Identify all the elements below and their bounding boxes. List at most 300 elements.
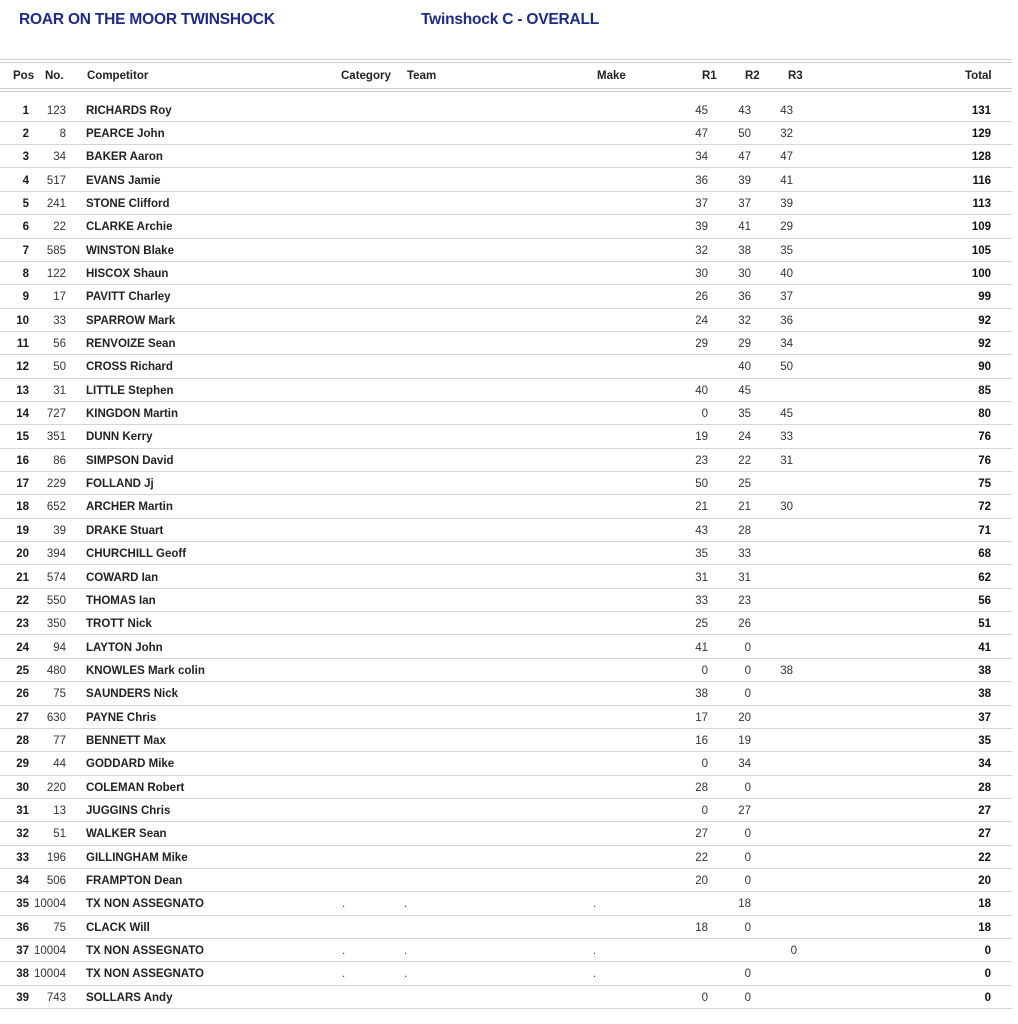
total-cell: 0: [984, 945, 991, 958]
total-cell: 99: [978, 291, 991, 304]
table-row: [0, 261, 1012, 285]
number-cell: 122: [46, 267, 66, 280]
r3-cell: 45: [780, 408, 793, 421]
competitor-cell: HISCOX Shaun: [86, 267, 169, 280]
position-cell: 31: [16, 805, 29, 817]
position-cell: 6: [22, 221, 29, 234]
competitor-cell: ARCHER Martin: [86, 501, 173, 514]
table-row: [0, 308, 1012, 332]
r3-cell: 30: [780, 501, 793, 514]
table-row: [0, 705, 1012, 729]
r1-cell: 33: [695, 594, 708, 607]
r2-cell: 26: [738, 618, 751, 631]
number-cell: 22: [53, 221, 66, 234]
number-cell: 39: [53, 524, 66, 537]
r2-cell: 25: [738, 478, 751, 491]
total-cell: 35: [978, 734, 991, 747]
r2-cell: 35: [738, 408, 751, 421]
position-cell: 29: [16, 758, 29, 771]
number-cell: 585: [46, 244, 66, 257]
position-cell: 33: [16, 851, 29, 864]
competitor-cell: CHURCHILL Geoff: [86, 548, 187, 561]
r2-cell: 18: [738, 898, 751, 911]
table-row: [0, 518, 1012, 542]
r1-cell: 20: [695, 875, 708, 888]
table-row: [0, 168, 1012, 192]
r2-cell: 40: [738, 361, 751, 374]
number-cell: 51: [53, 828, 66, 841]
competitor-cell: GODDARD Mike: [86, 758, 175, 771]
col-header-total: Total: [965, 70, 992, 82]
table-row: [0, 471, 1012, 495]
number-cell: 10004: [34, 945, 66, 958]
position-cell: 8: [22, 267, 29, 280]
number-cell: 506: [46, 875, 66, 888]
header-divider: [0, 88, 1012, 89]
r1-cell: 22: [695, 851, 708, 864]
position-cell: 11: [16, 338, 29, 350]
team-cell: .: [404, 968, 408, 981]
r1-cell: 24: [695, 314, 708, 327]
r3-cell: 41: [780, 174, 793, 187]
category-cell: .: [342, 945, 346, 958]
r3-cell: 39: [780, 197, 793, 210]
col-header-r3: R3: [788, 70, 803, 82]
total-cell: 105: [971, 244, 991, 257]
position-cell: 17: [16, 478, 29, 491]
top-divider: [0, 59, 1012, 60]
competitor-cell: THOMAS Ian: [86, 594, 156, 607]
position-cell: 3: [22, 151, 29, 164]
r2-cell: 37: [738, 197, 751, 210]
position-cell: 10: [16, 314, 29, 327]
col-header-competitor: Competitor: [87, 70, 149, 82]
competitor-cell: PAYNE Chris: [86, 711, 157, 724]
total-cell: 100: [971, 267, 991, 280]
r3-cell: 0: [790, 945, 797, 958]
total-cell: 38: [978, 664, 991, 677]
total-cell: 76: [978, 431, 991, 444]
total-cell: 41: [978, 641, 991, 654]
number-cell: 351: [46, 431, 66, 444]
total-cell: 75: [978, 478, 991, 491]
position-cell: 19: [16, 524, 29, 537]
position-cell: 15: [16, 431, 29, 444]
table-row: [0, 144, 1012, 168]
number-cell: 44: [53, 758, 66, 771]
total-cell: 27: [978, 805, 991, 817]
r3-cell: 33: [780, 431, 793, 444]
position-cell: 16: [16, 454, 29, 467]
r1-cell: 17: [695, 711, 708, 724]
competitor-cell: PAVITT Charley: [86, 291, 171, 304]
r1-cell: 34: [695, 151, 708, 164]
table-row: [0, 821, 1012, 845]
table-row: [0, 98, 1012, 122]
r2-cell: 0: [744, 688, 751, 701]
r2-cell: 0: [744, 851, 751, 864]
total-cell: 92: [978, 314, 991, 327]
position-cell: 37: [16, 945, 29, 958]
table-row: [0, 401, 1012, 425]
r1-cell: 19: [695, 431, 708, 444]
number-cell: 727: [46, 408, 66, 421]
table-row: [0, 541, 1012, 565]
table-row: [0, 915, 1012, 939]
total-cell: 80: [978, 408, 991, 421]
competitor-cell: COWARD Ian: [86, 571, 159, 584]
table-row: [0, 635, 1012, 659]
table-row: [0, 611, 1012, 635]
competitor-cell: TROTT Nick: [86, 618, 152, 631]
number-cell: 8: [59, 127, 66, 140]
competitor-cell: SPARROW Mark: [86, 314, 176, 327]
make-cell: .: [593, 898, 597, 911]
competitor-cell: DRAKE Stuart: [86, 524, 164, 537]
number-cell: 574: [46, 571, 66, 584]
competitor-cell: CLARKE Archie: [86, 221, 173, 234]
number-cell: 743: [46, 991, 66, 1004]
number-cell: 652: [46, 501, 66, 514]
table-row: [0, 798, 1012, 822]
r1-cell: 50: [695, 478, 708, 491]
r1-cell: 39: [695, 221, 708, 234]
r3-cell: 31: [780, 454, 793, 467]
r1-cell: 0: [701, 805, 708, 817]
r1-cell: 36: [695, 174, 708, 187]
r1-cell: 38: [695, 688, 708, 701]
number-cell: 123: [46, 104, 66, 117]
competitor-cell: FRAMPTON Dean: [86, 875, 183, 888]
total-cell: 18: [978, 921, 991, 934]
r1-cell: 23: [695, 454, 708, 467]
r1-cell: 21: [695, 501, 708, 514]
competitor-cell: CROSS Richard: [86, 361, 173, 374]
r2-cell: 0: [744, 875, 751, 888]
total-cell: 0: [984, 968, 991, 981]
r2-cell: 0: [744, 781, 751, 794]
r1-cell: 0: [701, 408, 708, 421]
r2-cell: 47: [738, 151, 751, 164]
table-row: [0, 985, 1012, 1009]
make-cell: .: [593, 945, 597, 958]
r3-cell: 40: [780, 267, 793, 280]
total-cell: 38: [978, 688, 991, 701]
col-header-make: Make: [597, 70, 626, 82]
r2-cell: 45: [738, 384, 751, 397]
number-cell: 56: [53, 338, 66, 350]
table-row: [0, 424, 1012, 448]
class-title: Twinshock C - OVERALL: [421, 11, 600, 28]
competitor-cell: GILLINGHAM Mike: [86, 851, 188, 864]
total-cell: 129: [971, 127, 991, 140]
r2-cell: 0: [744, 968, 751, 981]
total-cell: 116: [972, 174, 991, 187]
r2-cell: 0: [744, 664, 751, 677]
number-cell: 10004: [34, 898, 66, 911]
r2-cell: 27: [738, 805, 751, 817]
r3-cell: 50: [780, 361, 793, 374]
competitor-cell: SIMPSON David: [86, 454, 174, 467]
r1-cell: 35: [695, 548, 708, 561]
competitor-cell: BENNETT Max: [86, 734, 166, 747]
table-row: [0, 588, 1012, 612]
r1-cell: 18: [695, 921, 708, 934]
r2-cell: 38: [738, 244, 751, 257]
total-cell: 92: [978, 338, 991, 350]
total-cell: 18: [978, 898, 991, 911]
r2-cell: 0: [744, 991, 751, 1004]
r1-cell: 0: [701, 664, 708, 677]
r3-cell: 36: [780, 314, 793, 327]
r2-cell: 19: [738, 734, 751, 747]
col-header-r1: R1: [702, 70, 717, 82]
number-cell: 34: [53, 151, 66, 164]
total-cell: 113: [972, 197, 991, 210]
r2-cell: 33: [738, 548, 751, 561]
competitor-cell: SOLLARS Andy: [86, 991, 173, 1004]
competitor-cell: CLACK Will: [86, 921, 150, 934]
table-row: [0, 238, 1012, 262]
col-header-no: No.: [45, 70, 64, 82]
position-cell: 14: [16, 408, 29, 421]
table-row: [0, 191, 1012, 215]
competitor-cell: RENVOIZE Sean: [86, 338, 176, 350]
number-cell: 75: [53, 921, 66, 934]
r3-cell: 43: [780, 104, 793, 117]
number-cell: 94: [53, 641, 66, 654]
number-cell: 77: [53, 734, 66, 747]
position-cell: 9: [22, 291, 29, 304]
total-cell: 34: [978, 758, 991, 771]
table-row: [0, 891, 1012, 915]
number-cell: 86: [53, 454, 66, 467]
position-cell: 36: [16, 921, 29, 934]
number-cell: 241: [46, 197, 66, 210]
table-row: [0, 121, 1012, 145]
position-cell: 26: [16, 688, 29, 701]
total-cell: 109: [971, 221, 991, 234]
position-cell: 32: [16, 828, 29, 841]
r1-cell: 27: [695, 828, 708, 841]
number-cell: 350: [46, 618, 66, 631]
r1-cell: 40: [695, 384, 708, 397]
r2-cell: 34: [738, 758, 751, 771]
r1-cell: 31: [695, 571, 708, 584]
table-row: [0, 494, 1012, 518]
position-cell: 12: [16, 361, 29, 374]
r2-cell: 50: [738, 127, 751, 140]
competitor-cell: EVANS Jamie: [86, 174, 161, 187]
total-cell: 71: [978, 524, 991, 537]
number-cell: 550: [46, 594, 66, 607]
position-cell: 5: [22, 197, 29, 210]
r2-cell: 0: [744, 921, 751, 934]
r1-cell: 30: [695, 267, 708, 280]
r2-cell: 36: [738, 291, 751, 304]
r1-cell: 26: [695, 291, 708, 304]
r2-cell: 39: [738, 174, 751, 187]
table-row: [0, 728, 1012, 752]
number-cell: 196: [46, 851, 66, 864]
position-cell: 23: [16, 618, 29, 631]
r2-cell: 41: [738, 221, 751, 234]
r3-cell: 32: [780, 127, 793, 140]
r1-cell: 28: [695, 781, 708, 794]
total-cell: 72: [978, 501, 991, 514]
table-row: [0, 214, 1012, 238]
position-cell: 30: [16, 781, 29, 794]
competitor-cell: DUNN Kerry: [86, 431, 153, 444]
table-row: [0, 658, 1012, 682]
competitor-cell: TX NON ASSEGNATO: [86, 945, 204, 958]
r3-cell: 29: [780, 221, 793, 234]
competitor-cell: TX NON ASSEGNATO: [86, 898, 204, 911]
r2-cell: 43: [738, 104, 751, 117]
total-cell: 68: [978, 548, 991, 561]
competitor-cell: SAUNDERS Nick: [86, 688, 179, 701]
total-cell: 131: [971, 104, 991, 117]
number-cell: 75: [53, 688, 66, 701]
r2-cell: 22: [738, 454, 751, 467]
r2-cell: 28: [738, 524, 751, 537]
competitor-cell: FOLLAND Jj: [86, 478, 154, 491]
competitor-cell: WINSTON Blake: [86, 244, 174, 257]
total-cell: 90: [978, 361, 991, 374]
position-cell: 4: [22, 174, 29, 187]
total-cell: 62: [978, 571, 991, 584]
competitor-cell: LAYTON John: [86, 641, 163, 654]
r1-cell: 43: [695, 524, 708, 537]
number-cell: 10004: [34, 968, 66, 981]
position-cell: 24: [16, 641, 29, 654]
r3-cell: 37: [780, 291, 793, 304]
team-cell: .: [404, 898, 408, 911]
col-header-r2: R2: [745, 70, 760, 82]
r1-cell: 32: [695, 244, 708, 257]
total-cell: 37: [978, 711, 991, 724]
r1-cell: 45: [695, 104, 708, 117]
number-cell: 31: [53, 384, 66, 397]
total-cell: 27: [978, 828, 991, 841]
r1-cell: 29: [695, 338, 708, 350]
competitor-cell: STONE Clifford: [86, 197, 170, 210]
total-cell: 22: [978, 851, 991, 864]
position-cell: 39: [16, 991, 29, 1004]
number-cell: 517: [46, 174, 66, 187]
r2-cell: 29: [738, 338, 751, 350]
r2-cell: 0: [744, 828, 751, 841]
number-cell: 13: [53, 805, 66, 817]
number-cell: 220: [46, 781, 66, 794]
total-cell: 20: [978, 875, 991, 888]
r3-cell: 38: [780, 664, 793, 677]
number-cell: 630: [46, 711, 66, 724]
col-header-pos: Pos: [13, 70, 35, 82]
position-cell: 2: [22, 127, 29, 140]
competitor-cell: WALKER Sean: [86, 828, 167, 841]
col-header-category: Category: [341, 70, 391, 82]
position-cell: 1: [22, 104, 29, 117]
position-cell: 20: [16, 548, 29, 561]
competitor-cell: KNOWLES Mark colin: [86, 664, 205, 677]
competitor-cell: TX NON ASSEGNATO: [86, 968, 204, 981]
r2-cell: 20: [738, 711, 751, 724]
number-cell: 33: [53, 314, 66, 327]
table-row: [0, 331, 1012, 355]
position-cell: 18: [16, 501, 29, 514]
position-cell: 22: [16, 594, 29, 607]
competitor-cell: RICHARDS Roy: [86, 104, 172, 117]
r2-cell: 0: [744, 641, 751, 654]
table-row: [0, 378, 1012, 402]
number-cell: 480: [46, 664, 66, 677]
r1-cell: 0: [701, 758, 708, 771]
total-cell: 76: [978, 454, 991, 467]
number-cell: 394: [46, 548, 66, 561]
r2-cell: 31: [738, 571, 751, 584]
r2-cell: 30: [738, 267, 751, 280]
total-cell: 0: [984, 991, 991, 1004]
r1-cell: 47: [695, 127, 708, 140]
total-cell: 51: [978, 618, 991, 631]
total-cell: 56: [978, 594, 991, 607]
competitor-cell: KINGDON Martin: [86, 408, 178, 421]
position-cell: 21: [16, 571, 29, 584]
number-cell: 50: [53, 361, 66, 374]
r2-cell: 23: [738, 594, 751, 607]
r3-cell: 35: [780, 244, 793, 257]
col-header-team: Team: [407, 70, 437, 82]
table-row: [0, 938, 1012, 962]
r1-cell: 41: [695, 641, 708, 654]
table-row: [0, 284, 1012, 308]
competitor-cell: COLEMAN Robert: [86, 781, 185, 794]
table-row: [0, 681, 1012, 705]
event-title: ROAR ON THE MOOR TWINSHOCK: [19, 11, 275, 28]
position-cell: 27: [16, 711, 29, 724]
table-row: [0, 868, 1012, 892]
category-cell: .: [342, 968, 346, 981]
competitor-cell: JUGGINS Chris: [86, 805, 171, 817]
r1-cell: 25: [695, 618, 708, 631]
position-cell: 38: [16, 968, 29, 981]
category-cell: .: [342, 898, 346, 911]
total-cell: 85: [978, 384, 991, 397]
r1-cell: 16: [695, 734, 708, 747]
table-row: [0, 845, 1012, 869]
position-cell: 34: [16, 875, 29, 888]
position-cell: 35: [16, 898, 29, 911]
r2-cell: 32: [738, 314, 751, 327]
r3-cell: 47: [780, 151, 793, 164]
r1-cell: 0: [701, 991, 708, 1004]
r3-cell: 34: [780, 338, 793, 350]
table-row: [0, 751, 1012, 775]
table-row: [0, 775, 1012, 799]
position-cell: 7: [22, 244, 29, 257]
position-cell: 25: [16, 664, 29, 677]
table-row: [0, 448, 1012, 472]
competitor-cell: PEARCE John: [86, 127, 165, 140]
table-row: [0, 565, 1012, 589]
total-cell: 128: [971, 151, 991, 164]
position-cell: 13: [16, 384, 29, 397]
number-cell: 17: [53, 291, 66, 304]
r2-cell: 24: [738, 431, 751, 444]
r2-cell: 21: [738, 501, 751, 514]
table-row: [0, 354, 1012, 378]
